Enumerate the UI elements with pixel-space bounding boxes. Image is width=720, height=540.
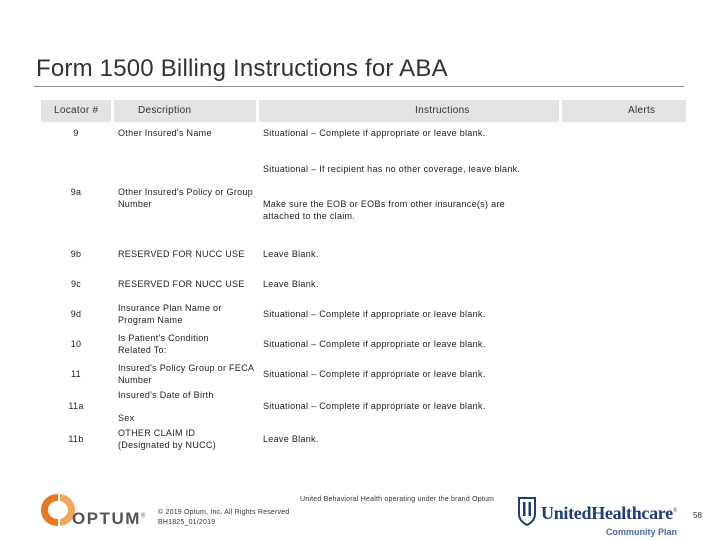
row-instructions: Leave Blank.: [263, 434, 319, 444]
uhc-wordmark: UnitedHealthcare®: [541, 503, 678, 523]
row-description: Other Insured's Name: [118, 128, 212, 138]
row-description-sex: Sex: [118, 413, 135, 423]
row-instructions: Leave Blank.: [263, 249, 319, 259]
footer-copyright-block: [158, 508, 289, 528]
row-locator: 10: [70, 339, 82, 349]
row-description: Insured's Policy Group or FECA Number: [118, 363, 254, 385]
row-description: Insurance Plan Name or Program Name: [118, 303, 222, 325]
row-description: Insured's Date of Birth: [118, 390, 214, 400]
header-alerts-cell: [562, 100, 686, 122]
row-instructions: Leave Blank.: [263, 279, 319, 289]
row-instructions: Situational – Complete if appropriate or leave blank.: [263, 369, 486, 379]
row-instructions: Situational – If recipient has no other coverage, leave blank.: [263, 164, 521, 174]
header-instructions: Instructions: [415, 105, 470, 116]
row-description: Is Patient's Condition Related To:: [118, 333, 209, 355]
row-locator: 9: [73, 128, 79, 138]
row-instructions: Situational – Complete if appropriate or leave blank.: [263, 339, 486, 349]
row-instructions: Situational – Complete if appropriate or leave blank.: [263, 309, 486, 319]
footer-copyright: © 2019 Optum, Inc. All Rights Reserved: [158, 509, 290, 516]
row-instructions: Situational – Complete if appropriate or leave blank.: [263, 128, 486, 138]
header-locator: Locator #: [54, 105, 99, 116]
title-divider: [34, 86, 684, 87]
row-instructions: Situational – Complete if appropriate or leave blank.: [263, 401, 486, 411]
row-description: Other Insured's Policy or Group Number: [118, 187, 254, 209]
footer-brand-note: United Behavioral Health operating under the brand Optum: [300, 496, 495, 503]
row-description: OTHER CLAIM ID (Designated by NUCC): [118, 428, 217, 450]
row-locator: 9c: [70, 279, 82, 289]
header-description-cell: [114, 100, 256, 122]
row-description: RESERVED FOR NUCC USE: [118, 279, 245, 289]
row-locator: 9b: [70, 249, 82, 259]
header-alerts: Alerts: [628, 105, 656, 116]
row-instructions-extra: Make sure the EOB or EOBs from other insurance(s) are attached to the claim.: [263, 199, 505, 221]
optum-wordmark: OPTUM®: [72, 509, 146, 528]
header-description: Description: [138, 105, 192, 116]
page-title: Form 1500 Billing Instructions for ABA: [36, 55, 448, 82]
header-instructions-cell: [259, 100, 559, 122]
footer-code: BH1825_01/2019: [158, 519, 216, 526]
row-locator: 11a: [68, 401, 84, 411]
row-locator: 9a: [70, 187, 82, 197]
row-locator: 9d: [70, 309, 82, 319]
page-number: 58: [693, 511, 702, 520]
row-locator: 11: [71, 369, 81, 379]
uhc-community-plan: Community Plan: [606, 527, 678, 537]
row-description: RESERVED FOR NUCC USE: [118, 249, 245, 259]
uhc-shield-icon: [517, 496, 537, 526]
row-locator: 11b: [68, 434, 84, 444]
header-locator-cell: [41, 100, 111, 122]
